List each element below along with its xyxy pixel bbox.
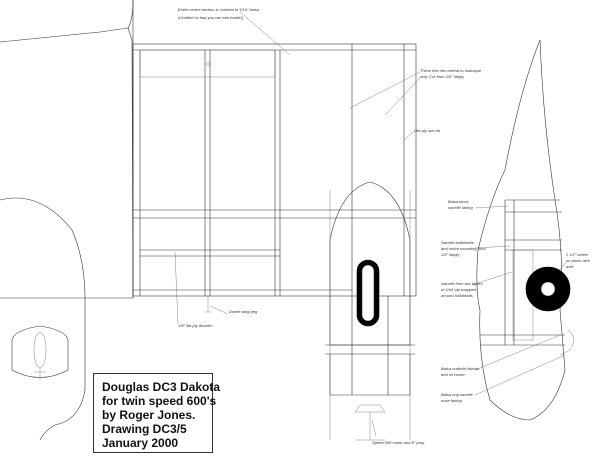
note-liteply-sub: Lite-ply sub rib xyxy=(414,128,441,133)
note-nacelle-bulkheads-3: 1/8" liteply xyxy=(441,252,460,257)
note-balsa-underfin-1: Balsa underfin blocks xyxy=(441,366,480,371)
note-balsa-block-1: Balsa block xyxy=(448,199,469,204)
note-ribs-1: These five ribs extend to mainspar xyxy=(420,68,482,73)
note-center-section-sub: (Omitted so that you can see inside!) xyxy=(178,15,244,20)
title-line-5: January 2000 xyxy=(102,436,179,450)
leader-lines xyxy=(175,12,566,436)
note-balsa-underfin-2: and oil cooler xyxy=(441,372,465,377)
note-liteply-doubler: 1/8" lite-ply doubler xyxy=(178,323,213,328)
title-line-3: by Roger Jones. xyxy=(102,408,196,422)
title-line-1: Douglas DC3 Dakota xyxy=(102,380,221,394)
note-wheel-3: axle xyxy=(566,264,574,269)
note-nacelle-bulkheads-2: and motor mounting from xyxy=(441,246,486,251)
note-ribs-2: only. Cut from 1/8" liteply xyxy=(420,74,465,79)
note-center-section: Entire centre section is covered in 1/16" balsa xyxy=(178,7,260,12)
note-wheel-1: 2 1/2" wheel xyxy=(566,252,588,257)
note-nacelle-layers-1: Nacelle from two layers xyxy=(441,281,483,286)
note-motor: Speed 600 motor and 8" prop xyxy=(372,440,425,445)
note-nacelle-bulkheads-1: Nacelle bulkheads xyxy=(441,240,474,245)
fuselage-outline xyxy=(0,0,133,298)
note-nacelle-layers-2: of 1/64"ply wrapped xyxy=(441,287,477,292)
title-line-4: Drawing DC3/5 xyxy=(102,422,187,436)
note-balsa-block-2: nacelle fairing xyxy=(448,205,473,210)
note-nacelle-layers-3: around bulkheads xyxy=(441,293,473,298)
note-wheel-2: on piano wire xyxy=(566,258,590,263)
note-balsa-ring-2: nose fairing xyxy=(441,398,462,403)
side-nacelle-profile xyxy=(477,40,574,420)
left-nacelle-nose xyxy=(0,198,85,440)
note-balsa-ring-1: Balsa ring nacelle xyxy=(441,392,473,397)
note-dowel-peg: Dowel wing peg xyxy=(229,309,258,314)
centre-nacelle-plan xyxy=(325,182,415,440)
title-block xyxy=(93,373,221,453)
title-line-2: for twin speed 600's xyxy=(102,394,217,408)
